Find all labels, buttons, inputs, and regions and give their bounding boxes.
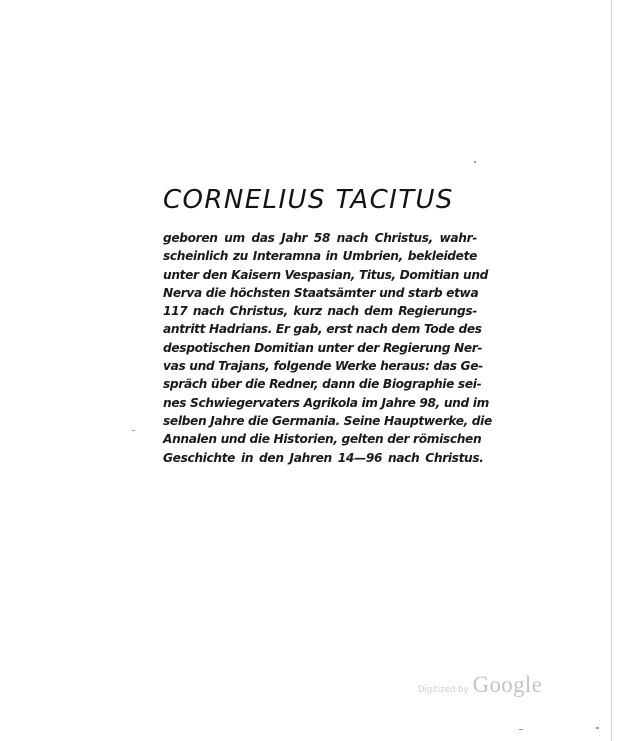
paragraph-line: nes Schwiegervaters Agrikola im Jahre 98, und im [163,395,489,410]
page-edge-line [611,0,612,741]
paragraph-line: geboren um das Jahr 58 nach Christus, wahr- [163,231,477,245]
paragraph-line: Annalen und die Historien, gelten der römischen [163,432,482,447]
scan-speck [474,161,476,163]
paragraph-line: Nerva die höchsten Staatsämter und starb etwa [163,285,479,300]
scan-speck [596,727,599,729]
paragraph-line: unter den Kaisern Vespasian, Titus, Domitian und [163,267,489,282]
paragraph-line: spräch über die Redner, dann die Biographie sei- [163,377,482,392]
watermark-prefix: Digitized by [418,685,469,695]
paragraph-line: selben Jahre die Germania. Seine Hauptwerke, die [163,413,492,428]
biography-paragraph [163,229,492,467]
paragraph-line: despotischen Domitian unter der Regierung Ner- [163,340,483,355]
scan-speck [519,729,523,730]
scan-speck [132,430,135,431]
google-logo: Google [472,672,543,697]
page-title: CORNELIUS TACITUS [163,185,454,215]
paragraph-line: vas und Trajans, folgende Werke heraus: das Ge- [163,359,483,374]
paragraph-line: scheinlich zu Interamna in Umbrien, bekleidete [163,249,477,264]
digitized-by-google-watermark [418,672,542,702]
paragraph-line: antritt Hadrians. Er gab, erst nach dem Tode des [163,322,482,337]
paragraph-line: 117 nach Christus, kurz nach dem Regierungs- [163,304,477,319]
paragraph-line: Geschichte in den Jahren 14—96 nach Christus. [163,450,484,465]
